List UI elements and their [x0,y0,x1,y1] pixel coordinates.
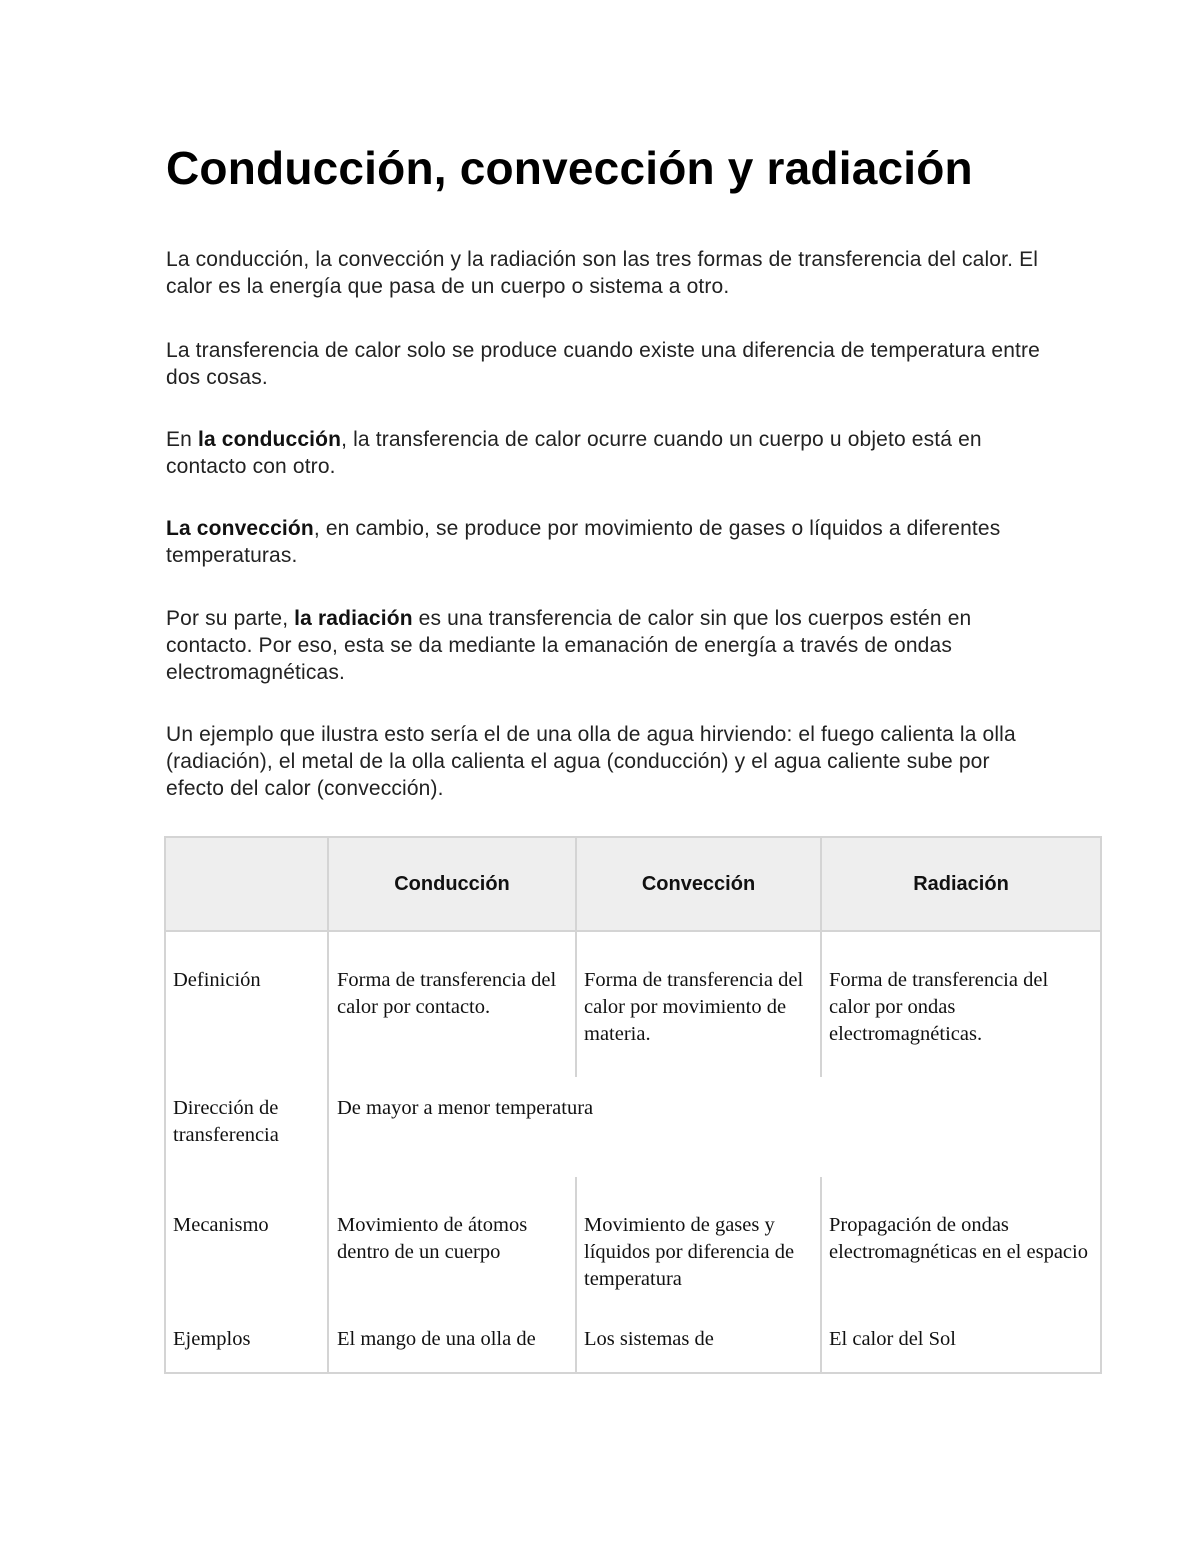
paragraph-text: es una transferencia de calor sin que los cuerpos estén en contacto. Por eso, esta se da mediante la emanación de energía a través de ondas electromagnéticas. [166,607,972,684]
table-cell [821,1322,1101,1373]
table-cell [576,1322,821,1373]
bold-term: La convección [166,517,314,540]
table-cell: Forma de transferencia del calor por contacto. [328,931,576,1077]
cell-text: El mango de una olla de [337,1328,536,1350]
table-row [165,931,1101,1077]
table-header-conduccion: Conducción [328,837,576,931]
row-label: Definición [165,931,328,1077]
row-label: Dirección de transferencia [165,1077,328,1177]
page-title: Conducción, convección y radiación [166,142,973,194]
table-header-radiacion: Radiación [821,837,1101,931]
paragraph-text: La transferencia de calor solo se produce cuando existe una diferencia de temperatura entre dos cosas. [166,339,1041,389]
row-label [165,1322,328,1373]
table-cell: Movimiento de átomos dentro de un cuerpo [328,1177,576,1322]
table-header-empty [165,837,328,931]
table-header-row [165,837,1101,931]
table-row [165,1077,1101,1177]
paragraph-example [166,721,1046,802]
paragraph-conduccion [166,426,1046,480]
row-label: Mecanismo [165,1177,328,1322]
row-label-text: Ejemplos [173,1328,251,1350]
bold-term: la conducción [197,428,342,451]
table-header-conveccion: Convección [576,837,821,931]
paragraph-text: , en cambio, se produce por movimiento de gases o líquidos a diferentes temperaturas. [166,517,1001,567]
table-cell-merged: De mayor a menor temperatura [328,1077,1101,1177]
paragraph-text: Un ejemplo que ilustra esto sería el de una olla de agua hirviendo: el fuego calienta la olla (radiación), el metal de la olla calienta el agua (conducción) y el agua caliente sube por efecto del calor (convección). [166,723,1016,800]
paragraph-radiacion [166,605,1046,686]
paragraph-text: En [166,428,198,451]
comparison-table [164,836,1102,1374]
paragraph-text: , la transferencia de calor ocurre cuando un cuerpo u objeto está en contacto con otro. [166,428,982,478]
cell-text: El calor del Sol [829,1328,956,1350]
table-cell: Movimiento de gases y líquidos por diferencia de temperatura [576,1177,821,1322]
table-row [165,1322,1101,1373]
table-cell [328,1322,576,1373]
cell-text: Los sistemas de [584,1328,714,1350]
paragraph-conveccion [166,515,1046,569]
paragraph-text: La conducción, la convección y la radiación son las tres formas de transferencia del calor. El calor es la energía que pasa de un cuerpo o sistema a otro. [166,248,1039,298]
table-cell: Propagación de ondas electromagnéticas en el espacio [821,1177,1101,1322]
paragraph-intro [166,246,1046,300]
paragraph-text: Por su parte, [166,607,295,630]
table-row [165,1177,1101,1322]
table-cell: Forma de transferencia del calor por ondas electromagnéticas. [821,931,1101,1077]
table-cell: Forma de transferencia del calor por movimiento de materia. [576,931,821,1077]
paragraph-temperature [166,337,1046,391]
bold-term: la radiación [294,607,413,630]
